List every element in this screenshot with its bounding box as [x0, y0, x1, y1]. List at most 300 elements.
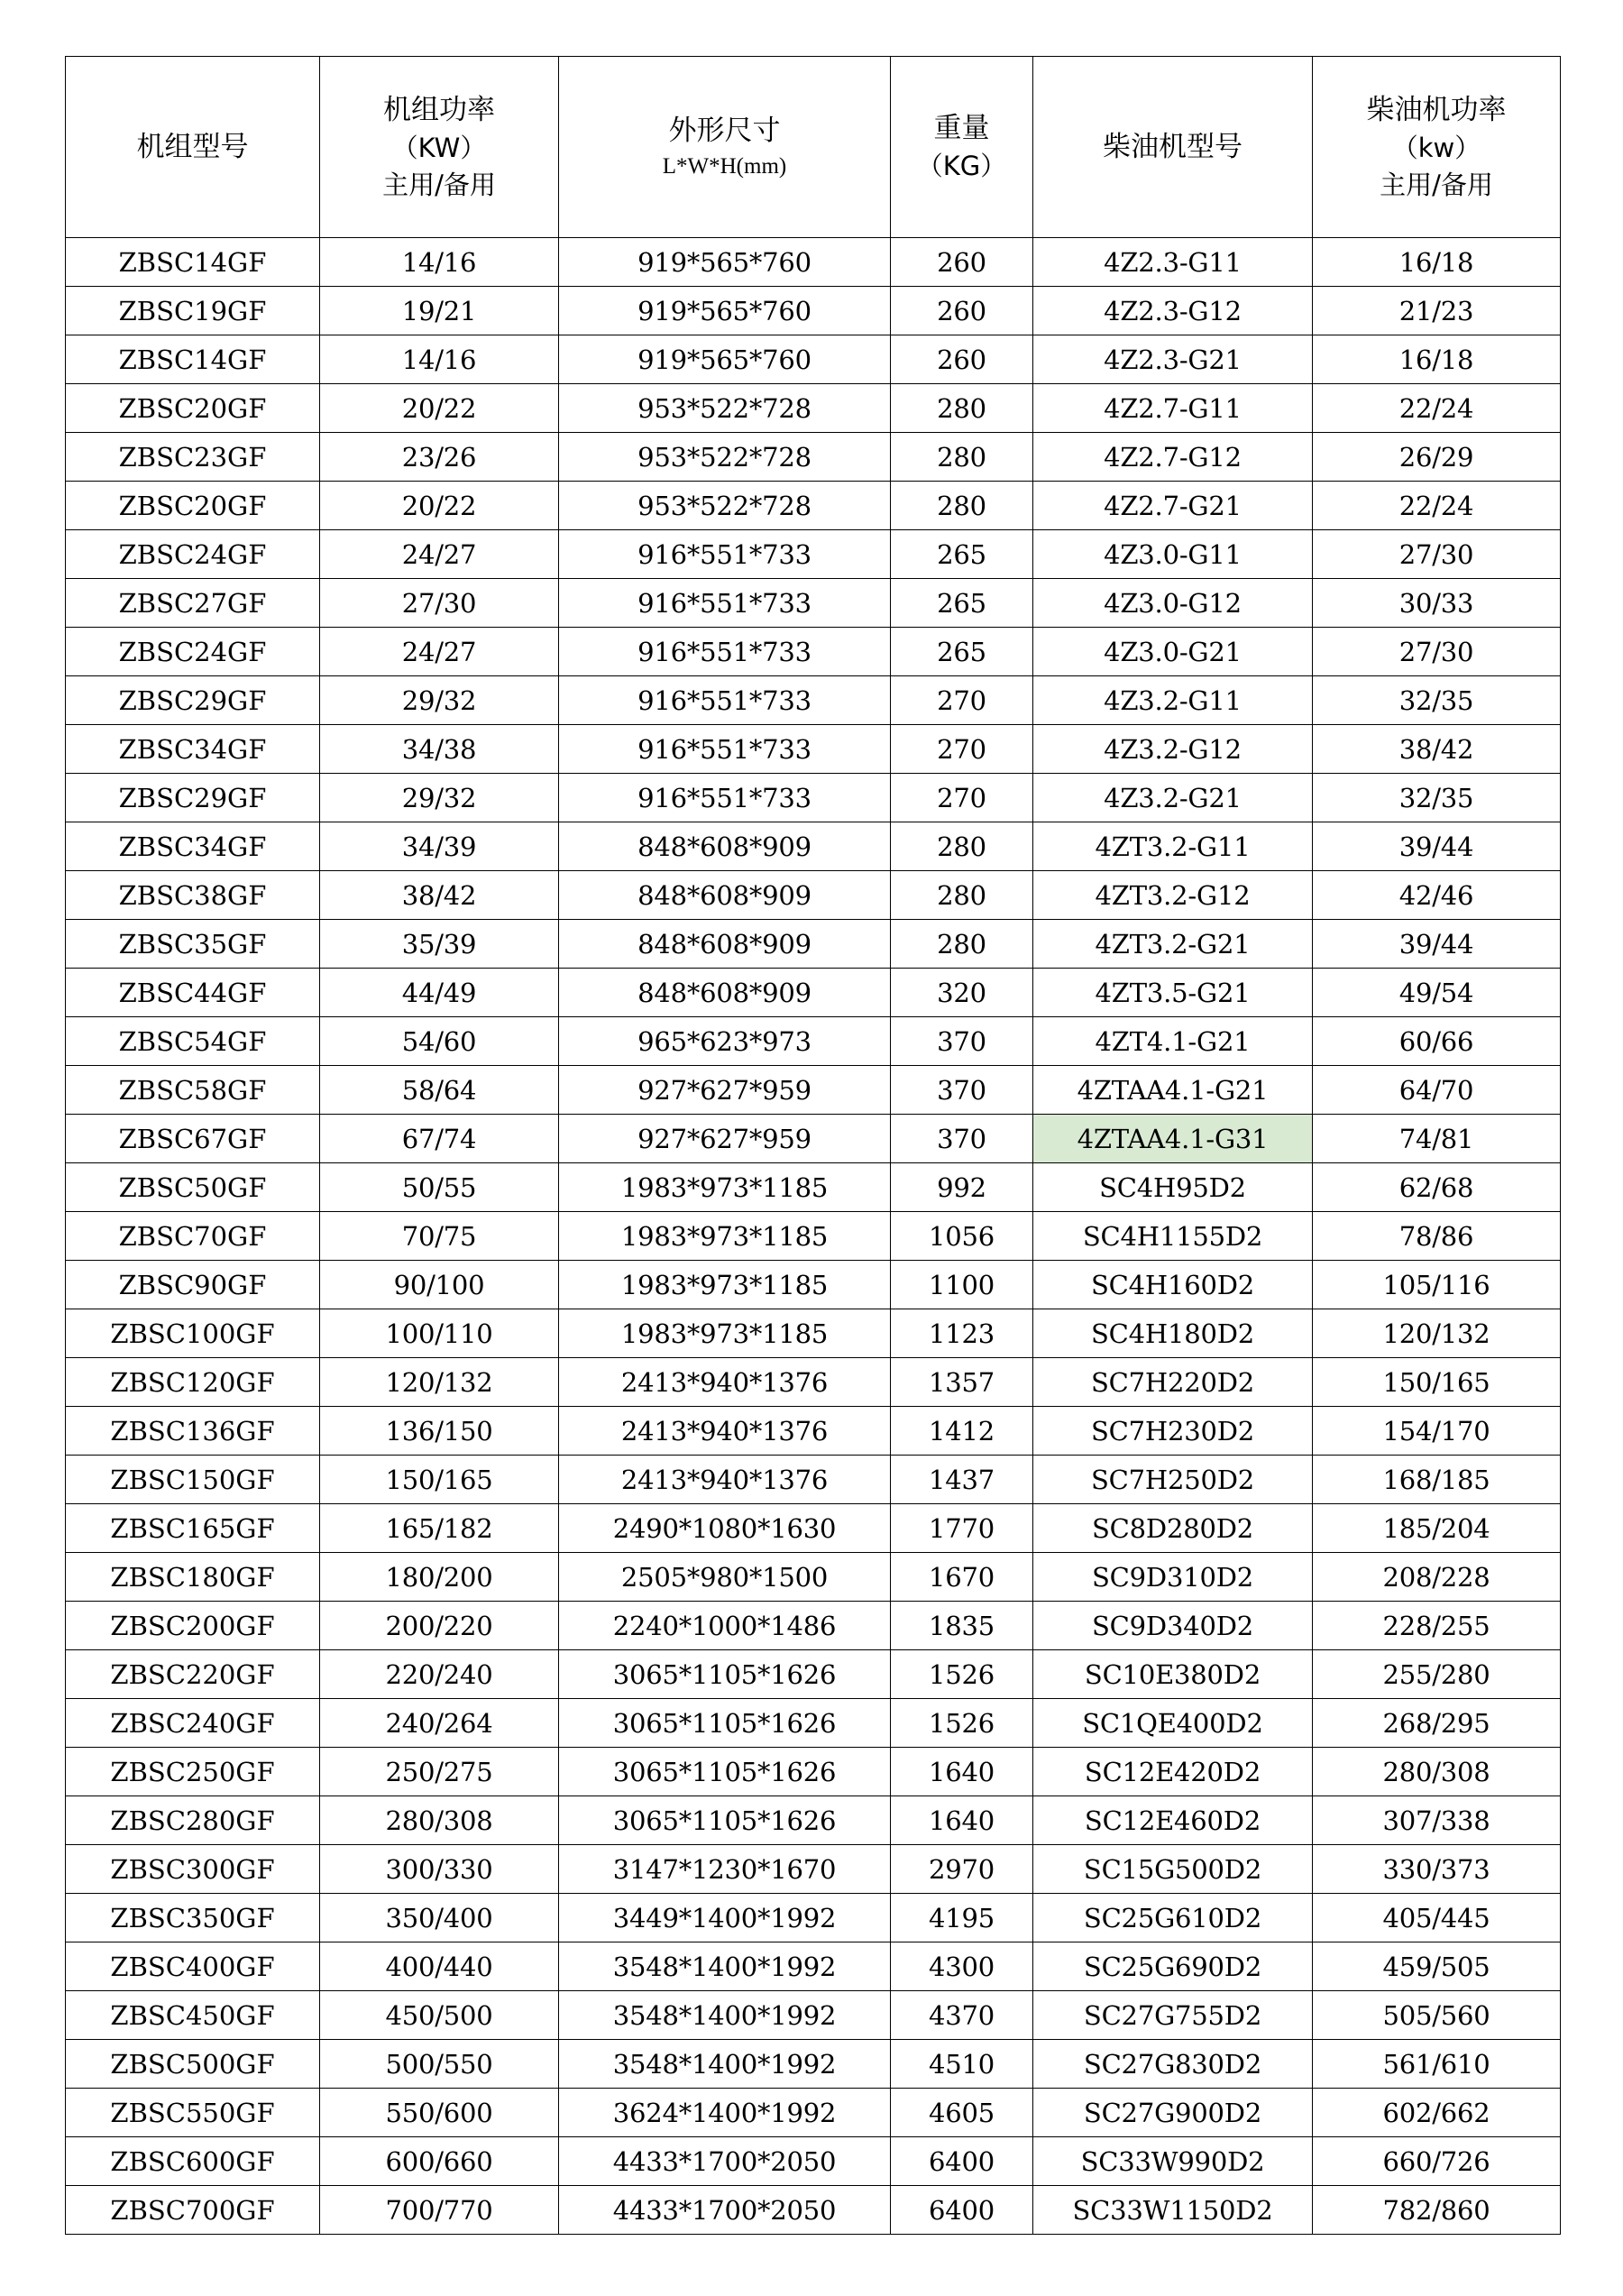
table-row [66, 287, 1561, 335]
cell-engine-power: 62/68 [1313, 1163, 1561, 1212]
cell-weight: 370 [891, 1115, 1033, 1163]
cell-unit-power: 35/39 [320, 920, 559, 969]
cell-unit-model: ZBSC100GF [66, 1309, 320, 1358]
cell-unit-model: ZBSC120GF [66, 1358, 320, 1407]
cell-engine-power: 561/610 [1313, 2040, 1561, 2089]
cell-engine-model: 4Z2.3-G12 [1033, 287, 1313, 335]
cell-weight: 1526 [891, 1699, 1033, 1748]
table-row [66, 1553, 1561, 1602]
cell-unit-power: 400/440 [320, 1942, 559, 1991]
cell-unit-model: ZBSC350GF [66, 1894, 320, 1942]
cell-engine-power: 21/23 [1313, 287, 1561, 335]
table-row [66, 969, 1561, 1017]
cell-weight: 320 [891, 969, 1033, 1017]
cell-weight: 260 [891, 287, 1033, 335]
cell-engine-model: 4ZT3.2-G12 [1033, 871, 1313, 920]
table-row [66, 482, 1561, 530]
cell-dimensions: 3548*1400*1992 [559, 1942, 891, 1991]
cell-dimensions: 927*627*959 [559, 1115, 891, 1163]
table-row [66, 871, 1561, 920]
cell-weight: 370 [891, 1066, 1033, 1115]
cell-unit-power: 136/150 [320, 1407, 559, 1456]
cell-engine-model: SC27G900D2 [1033, 2089, 1313, 2137]
cell-dimensions: 3065*1105*1626 [559, 1796, 891, 1845]
cell-dimensions: 4433*1700*2050 [559, 2137, 891, 2186]
cell-engine-model: SC33W1150D2 [1033, 2186, 1313, 2235]
cell-engine-model: 4ZT3.2-G21 [1033, 920, 1313, 969]
cell-engine-power: 307/338 [1313, 1796, 1561, 1845]
cell-engine-model: SC25G610D2 [1033, 1894, 1313, 1942]
cell-unit-power: 14/16 [320, 335, 559, 384]
table-row [66, 1017, 1561, 1066]
cell-engine-model: SC27G830D2 [1033, 2040, 1313, 2089]
header-line: 柴油机型号 [1103, 130, 1242, 163]
cell-engine-model: SC4H180D2 [1033, 1309, 1313, 1358]
cell-dimensions: 953*522*728 [559, 482, 891, 530]
cell-weight: 1526 [891, 1650, 1033, 1699]
cell-dimensions: 2413*940*1376 [559, 1456, 891, 1504]
cell-unit-model: ZBSC29GF [66, 676, 320, 725]
cell-unit-model: ZBSC27GF [66, 579, 320, 628]
cell-dimensions: 953*522*728 [559, 384, 891, 433]
cell-unit-power: 250/275 [320, 1748, 559, 1796]
cell-unit-model: ZBSC220GF [66, 1650, 320, 1699]
cell-engine-power: 27/30 [1313, 530, 1561, 579]
cell-engine-model: 4ZT3.5-G21 [1033, 969, 1313, 1017]
cell-unit-model: ZBSC58GF [66, 1066, 320, 1115]
cell-unit-model: ZBSC24GF [66, 530, 320, 579]
table-row [66, 628, 1561, 676]
cell-unit-power: 34/39 [320, 822, 559, 871]
cell-unit-model: ZBSC44GF [66, 969, 320, 1017]
cell-unit-model: ZBSC70GF [66, 1212, 320, 1261]
cell-dimensions: 953*522*728 [559, 433, 891, 482]
cell-weight: 280 [891, 433, 1033, 482]
cell-weight: 4510 [891, 2040, 1033, 2089]
cell-engine-power: 168/185 [1313, 1456, 1561, 1504]
cell-weight: 1640 [891, 1748, 1033, 1796]
cell-unit-power: 500/550 [320, 2040, 559, 2089]
cell-unit-power: 150/165 [320, 1456, 559, 1504]
cell-engine-power: 268/295 [1313, 1699, 1561, 1748]
cell-unit-power: 200/220 [320, 1602, 559, 1650]
cell-engine-power: 459/505 [1313, 1942, 1561, 1991]
cell-unit-power: 240/264 [320, 1699, 559, 1748]
cell-weight: 1437 [891, 1456, 1033, 1504]
cell-dimensions: 2240*1000*1486 [559, 1602, 891, 1650]
table-row [66, 822, 1561, 871]
cell-weight: 280 [891, 871, 1033, 920]
cell-unit-power: 600/660 [320, 2137, 559, 2186]
cell-engine-power: 39/44 [1313, 822, 1561, 871]
cell-engine-power: 38/42 [1313, 725, 1561, 774]
table-row [66, 1504, 1561, 1553]
cell-engine-power: 78/86 [1313, 1212, 1561, 1261]
cell-engine-model: 4Z3.2-G12 [1033, 725, 1313, 774]
column-header-engine-model [1033, 57, 1313, 238]
cell-engine-power: 22/24 [1313, 482, 1561, 530]
cell-engine-power: 39/44 [1313, 920, 1561, 969]
cell-weight: 280 [891, 920, 1033, 969]
cell-unit-power: 450/500 [320, 1991, 559, 2040]
cell-engine-model: 4Z2.3-G21 [1033, 335, 1313, 384]
table-row [66, 1358, 1561, 1407]
cell-unit-model: ZBSC20GF [66, 384, 320, 433]
cell-engine-model: SC12E460D2 [1033, 1796, 1313, 1845]
cell-engine-model: 4Z3.2-G21 [1033, 774, 1313, 822]
cell-unit-power: 20/22 [320, 482, 559, 530]
cell-engine-model: SC1QE400D2 [1033, 1699, 1313, 1748]
cell-dimensions: 2413*940*1376 [559, 1407, 891, 1456]
cell-unit-power: 280/308 [320, 1796, 559, 1845]
cell-engine-model: 4Z3.0-G11 [1033, 530, 1313, 579]
cell-weight: 270 [891, 725, 1033, 774]
cell-unit-power: 165/182 [320, 1504, 559, 1553]
table-row [66, 2040, 1561, 2089]
table-row [66, 433, 1561, 482]
cell-dimensions: 916*551*733 [559, 530, 891, 579]
cell-dimensions: 3065*1105*1626 [559, 1699, 891, 1748]
table-row [66, 1942, 1561, 1991]
table-header [66, 57, 1561, 238]
cell-weight: 280 [891, 482, 1033, 530]
cell-engine-power: 150/165 [1313, 1358, 1561, 1407]
cell-unit-model: ZBSC14GF [66, 238, 320, 287]
table-row [66, 384, 1561, 433]
cell-weight: 1123 [891, 1309, 1033, 1358]
cell-weight: 6400 [891, 2186, 1033, 2235]
cell-weight: 370 [891, 1017, 1033, 1066]
cell-unit-model: ZBSC90GF [66, 1261, 320, 1309]
cell-dimensions: 848*608*909 [559, 920, 891, 969]
cell-unit-model: ZBSC165GF [66, 1504, 320, 1553]
header-line-unit: （kw） [1391, 132, 1481, 163]
cell-dimensions: 1983*973*1185 [559, 1309, 891, 1358]
cell-unit-power: 100/110 [320, 1309, 559, 1358]
cell-weight: 1670 [891, 1553, 1033, 1602]
cell-dimensions: 3147*1230*1670 [559, 1845, 891, 1894]
cell-weight: 265 [891, 530, 1033, 579]
header-line: 重量 [933, 112, 990, 145]
cell-unit-power: 29/32 [320, 774, 559, 822]
cell-unit-model: ZBSC280GF [66, 1796, 320, 1845]
cell-engine-power: 105/116 [1313, 1261, 1561, 1309]
cell-engine-power: 30/33 [1313, 579, 1561, 628]
cell-dimensions: 4433*1700*2050 [559, 2186, 891, 2235]
cell-engine-power: 27/30 [1313, 628, 1561, 676]
cell-engine-model: SC15G500D2 [1033, 1845, 1313, 1894]
table-row [66, 1407, 1561, 1456]
cell-unit-model: ZBSC29GF [66, 774, 320, 822]
cell-unit-power: 90/100 [320, 1261, 559, 1309]
table-row [66, 1699, 1561, 1748]
cell-weight: 2970 [891, 1845, 1033, 1894]
cell-unit-model: ZBSC600GF [66, 2137, 320, 2186]
cell-weight: 1835 [891, 1602, 1033, 1650]
cell-dimensions: 927*627*959 [559, 1066, 891, 1115]
generator-spec-table [65, 56, 1561, 2235]
cell-engine-power: 782/860 [1313, 2186, 1561, 2235]
cell-unit-model: ZBSC38GF [66, 871, 320, 920]
cell-dimensions: 3449*1400*1992 [559, 1894, 891, 1942]
cell-unit-model: ZBSC34GF [66, 822, 320, 871]
table-row [66, 676, 1561, 725]
cell-engine-power: 602/662 [1313, 2089, 1561, 2137]
cell-engine-power: 660/726 [1313, 2137, 1561, 2186]
header-line: 柴油机功率 [1366, 93, 1507, 126]
header-line-mode: 主用/备用 [382, 170, 496, 200]
cell-unit-model: ZBSC180GF [66, 1553, 320, 1602]
cell-unit-power: 29/32 [320, 676, 559, 725]
cell-engine-power: 405/445 [1313, 1894, 1561, 1942]
cell-engine-power: 22/24 [1313, 384, 1561, 433]
cell-engine-power: 32/35 [1313, 676, 1561, 725]
cell-unit-power: 350/400 [320, 1894, 559, 1942]
cell-engine-model: SC27G755D2 [1033, 1991, 1313, 2040]
cell-dimensions: 1983*973*1185 [559, 1163, 891, 1212]
cell-unit-power: 180/200 [320, 1553, 559, 1602]
header-line: 机组功率 [383, 93, 495, 126]
cell-unit-model: ZBSC700GF [66, 2186, 320, 2235]
cell-engine-model: SC9D310D2 [1033, 1553, 1313, 1602]
table-row [66, 335, 1561, 384]
table-row [66, 1748, 1561, 1796]
cell-engine-power: 120/132 [1313, 1309, 1561, 1358]
table-row [66, 2186, 1561, 2235]
header-row [66, 57, 1561, 238]
cell-engine-power: 330/373 [1313, 1845, 1561, 1894]
cell-unit-power: 67/74 [320, 1115, 559, 1163]
cell-engine-model: SC7H250D2 [1033, 1456, 1313, 1504]
cell-weight: 1640 [891, 1796, 1033, 1845]
table-row [66, 579, 1561, 628]
cell-weight: 280 [891, 822, 1033, 871]
cell-unit-power: 700/770 [320, 2186, 559, 2235]
cell-dimensions: 916*551*733 [559, 579, 891, 628]
cell-unit-model: ZBSC19GF [66, 287, 320, 335]
cell-unit-power: 120/132 [320, 1358, 559, 1407]
column-header-dimensions [559, 57, 891, 238]
table-row [66, 1456, 1561, 1504]
cell-engine-model: 4Z2.7-G21 [1033, 482, 1313, 530]
cell-unit-model: ZBSC136GF [66, 1407, 320, 1456]
cell-dimensions: 2490*1080*1630 [559, 1504, 891, 1553]
cell-unit-model: ZBSC200GF [66, 1602, 320, 1650]
cell-dimensions: 1983*973*1185 [559, 1212, 891, 1261]
cell-unit-model: ZBSC400GF [66, 1942, 320, 1991]
table-row [66, 1261, 1561, 1309]
cell-dimensions: 1983*973*1185 [559, 1261, 891, 1309]
cell-dimensions: 919*565*760 [559, 335, 891, 384]
cell-engine-power: 64/70 [1313, 1066, 1561, 1115]
cell-engine-model: 4Z3.2-G11 [1033, 676, 1313, 725]
cell-dimensions: 965*623*973 [559, 1017, 891, 1066]
cell-unit-power: 38/42 [320, 871, 559, 920]
cell-unit-model: ZBSC150GF [66, 1456, 320, 1504]
table-row [66, 1894, 1561, 1942]
table-row [66, 1115, 1561, 1163]
cell-engine-power: 16/18 [1313, 238, 1561, 287]
table-row [66, 2137, 1561, 2186]
cell-dimensions: 3624*1400*1992 [559, 2089, 891, 2137]
cell-engine-model: SC9D340D2 [1033, 1602, 1313, 1650]
cell-engine-model: 4ZTAA4.1-G21 [1033, 1066, 1313, 1115]
cell-unit-power: 23/26 [320, 433, 559, 482]
cell-dimensions: 919*565*760 [559, 287, 891, 335]
cell-dimensions: 3548*1400*1992 [559, 2040, 891, 2089]
cell-weight: 4300 [891, 1942, 1033, 1991]
cell-engine-power: 154/170 [1313, 1407, 1561, 1456]
cell-dimensions: 2505*980*1500 [559, 1553, 891, 1602]
cell-engine-model: SC4H95D2 [1033, 1163, 1313, 1212]
table-row [66, 774, 1561, 822]
cell-dimensions: 3548*1400*1992 [559, 1991, 891, 2040]
header-line: 机组型号 [136, 130, 249, 163]
cell-engine-model: SC25G690D2 [1033, 1942, 1313, 1991]
cell-unit-model: ZBSC300GF [66, 1845, 320, 1894]
cell-weight: 1357 [891, 1358, 1033, 1407]
cell-engine-model: SC7H220D2 [1033, 1358, 1313, 1407]
cell-weight: 280 [891, 384, 1033, 433]
cell-weight: 992 [891, 1163, 1033, 1212]
header-line-mode: 主用/备用 [1380, 170, 1493, 200]
cell-engine-model: 4Z3.0-G12 [1033, 579, 1313, 628]
cell-unit-power: 44/49 [320, 969, 559, 1017]
column-header-unit-model [66, 57, 320, 238]
table-row [66, 920, 1561, 969]
cell-unit-power: 50/55 [320, 1163, 559, 1212]
cell-unit-model: ZBSC20GF [66, 482, 320, 530]
table-row [66, 2089, 1561, 2137]
cell-unit-model: ZBSC14GF [66, 335, 320, 384]
cell-dimensions: 848*608*909 [559, 969, 891, 1017]
cell-dimensions: 3065*1105*1626 [559, 1650, 891, 1699]
cell-unit-power: 54/60 [320, 1017, 559, 1066]
cell-weight: 270 [891, 774, 1033, 822]
header-line: 外形尺寸 [668, 115, 781, 148]
cell-unit-model: ZBSC34GF [66, 725, 320, 774]
cell-unit-model: ZBSC24GF [66, 628, 320, 676]
cell-unit-power: 300/330 [320, 1845, 559, 1894]
cell-engine-model: 4Z3.0-G21 [1033, 628, 1313, 676]
cell-engine-model: 4Z2.7-G12 [1033, 433, 1313, 482]
column-header-weight [891, 57, 1033, 238]
header-line-lwh: L*W*H(mm) [662, 154, 787, 179]
cell-unit-model: ZBSC67GF [66, 1115, 320, 1163]
cell-engine-model: SC8D280D2 [1033, 1504, 1313, 1553]
cell-unit-model: ZBSC23GF [66, 433, 320, 482]
cell-weight: 265 [891, 628, 1033, 676]
cell-weight: 1412 [891, 1407, 1033, 1456]
cell-engine-model: SC4H1155D2 [1033, 1212, 1313, 1261]
table-row [66, 238, 1561, 287]
cell-unit-power: 14/16 [320, 238, 559, 287]
cell-weight: 6400 [891, 2137, 1033, 2186]
cell-dimensions: 2413*940*1376 [559, 1358, 891, 1407]
cell-unit-power: 550/600 [320, 2089, 559, 2137]
cell-engine-power: 42/46 [1313, 871, 1561, 920]
cell-engine-model: SC4H160D2 [1033, 1261, 1313, 1309]
cell-unit-power: 27/30 [320, 579, 559, 628]
cell-engine-power: 255/280 [1313, 1650, 1561, 1699]
table-row [66, 1602, 1561, 1650]
cell-engine-model: 4Z2.3-G11 [1033, 238, 1313, 287]
table-body [66, 238, 1561, 2235]
table-row [66, 1991, 1561, 2040]
cell-engine-power: 26/29 [1313, 433, 1561, 482]
cell-dimensions: 916*551*733 [559, 676, 891, 725]
cell-weight: 1770 [891, 1504, 1033, 1553]
table-row [66, 1845, 1561, 1894]
header-line-unit: （KG） [916, 151, 1007, 182]
cell-unit-model: ZBSC54GF [66, 1017, 320, 1066]
cell-engine-model: 4ZT3.2-G11 [1033, 822, 1313, 871]
cell-engine-power: 49/54 [1313, 969, 1561, 1017]
cell-weight: 1100 [891, 1261, 1033, 1309]
table-row [66, 1066, 1561, 1115]
cell-weight: 1056 [891, 1212, 1033, 1261]
cell-unit-power: 24/27 [320, 628, 559, 676]
cell-unit-model: ZBSC250GF [66, 1748, 320, 1796]
table-row [66, 1650, 1561, 1699]
cell-engine-model: SC10E380D2 [1033, 1650, 1313, 1699]
cell-engine-power: 16/18 [1313, 335, 1561, 384]
cell-unit-power: 24/27 [320, 530, 559, 579]
cell-engine-power: 228/255 [1313, 1602, 1561, 1650]
cell-dimensions: 848*608*909 [559, 871, 891, 920]
cell-unit-power: 19/21 [320, 287, 559, 335]
cell-engine-model: SC33W990D2 [1033, 2137, 1313, 2186]
cell-dimensions: 919*565*760 [559, 238, 891, 287]
cell-engine-power: 32/35 [1313, 774, 1561, 822]
cell-unit-power: 58/64 [320, 1066, 559, 1115]
cell-engine-model: 4Z2.7-G11 [1033, 384, 1313, 433]
cell-dimensions: 916*551*733 [559, 774, 891, 822]
cell-unit-power: 70/75 [320, 1212, 559, 1261]
cell-unit-model: ZBSC500GF [66, 2040, 320, 2089]
cell-unit-model: ZBSC240GF [66, 1699, 320, 1748]
cell-weight: 4370 [891, 1991, 1033, 2040]
cell-unit-power: 220/240 [320, 1650, 559, 1699]
cell-engine-power: 505/560 [1313, 1991, 1561, 2040]
cell-unit-power: 20/22 [320, 384, 559, 433]
cell-engine-model: SC12E420D2 [1033, 1748, 1313, 1796]
cell-weight: 4195 [891, 1894, 1033, 1942]
cell-engine-model: 4ZT4.1-G21 [1033, 1017, 1313, 1066]
cell-weight: 260 [891, 335, 1033, 384]
cell-dimensions: 3065*1105*1626 [559, 1748, 891, 1796]
column-header-engine-power [1313, 57, 1561, 238]
table-row [66, 530, 1561, 579]
cell-engine-model: SC7H230D2 [1033, 1407, 1313, 1456]
cell-weight: 4605 [891, 2089, 1033, 2137]
column-header-unit-power [320, 57, 559, 238]
cell-dimensions: 848*608*909 [559, 822, 891, 871]
table-row [66, 725, 1561, 774]
table-row [66, 1309, 1561, 1358]
cell-engine-power: 74/81 [1313, 1115, 1561, 1163]
cell-engine-power: 208/228 [1313, 1553, 1561, 1602]
cell-engine-power: 60/66 [1313, 1017, 1561, 1066]
cell-dimensions: 916*551*733 [559, 725, 891, 774]
cell-weight: 265 [891, 579, 1033, 628]
cell-engine-power: 280/308 [1313, 1748, 1561, 1796]
cell-weight: 270 [891, 676, 1033, 725]
cell-engine-power: 185/204 [1313, 1504, 1561, 1553]
table-row [66, 1212, 1561, 1261]
cell-unit-model: ZBSC450GF [66, 1991, 320, 2040]
header-line-unit: （KW） [391, 132, 487, 163]
